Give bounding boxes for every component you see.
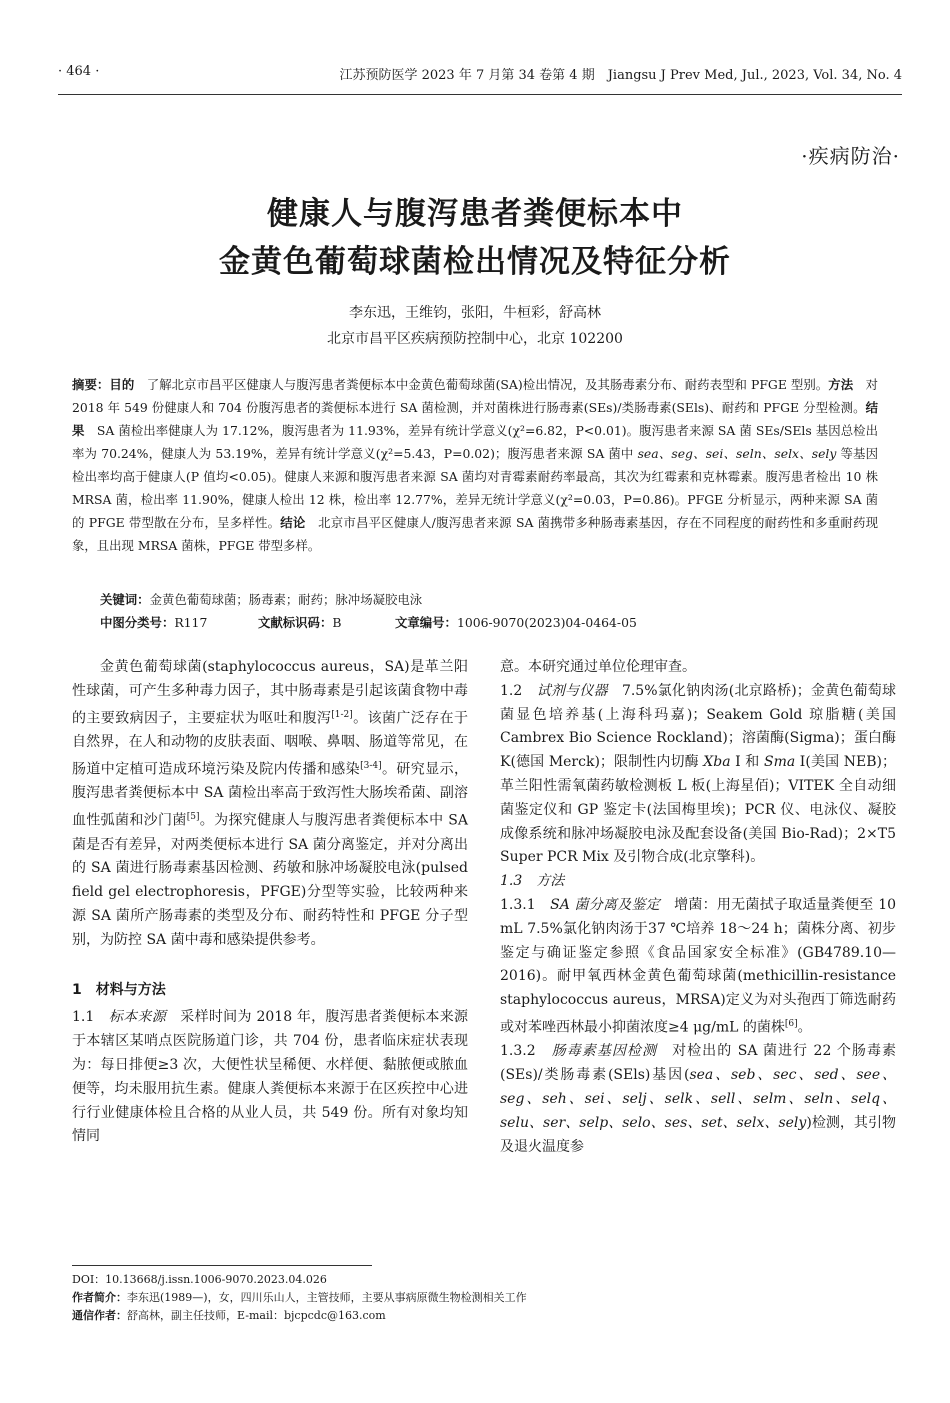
subsection-heading: 1.3 方法 (500, 873, 565, 890)
citation-ref: [5] (186, 812, 200, 823)
citation-ref: [3-4] (360, 760, 382, 771)
running-header (58, 64, 902, 86)
keywords-label: 关键词： (100, 592, 150, 607)
intro-text-a: 金黄色葡萄球菌(staphylococcus aureus，SA)是革兰阳性球菌，可产生多种毒力因子，其中肠毒素是引起该菌食物中毒的主要致病因子，主要症状为呕吐和腹泻 (72, 659, 468, 727)
keywords (100, 590, 422, 608)
affiliation: 北京市昌平区疾病预防控制中心，北京 102200 (327, 331, 623, 347)
clc-code (100, 613, 207, 631)
subsection-number: 1.3.2 (500, 1043, 552, 1060)
author-note-text: 李东迅(1989—)，女，四川乐山人，主管技师，主要从事病原微生物检测相关工作 (127, 1291, 527, 1304)
doc-code (258, 613, 341, 631)
enzyme-name: Sma (764, 754, 796, 771)
corresponding-text: 舒高林，副主任技师，E-mail：bjcpcdc@163.com (127, 1309, 386, 1322)
intro-text-b: 。该菌广泛存在于自然界，在人和动物的皮肤表面、咽喉、鼻咽、肠道等常见，在肠道中定植可造成环境污染及院内传播和感染 (72, 710, 469, 778)
keywords-text: 金黄色葡萄球菌；肠毒素；耐药；脉冲场凝胶电泳 (149, 592, 423, 607)
subsection-title: 标本来源 (108, 1009, 166, 1026)
article-number (395, 613, 637, 631)
intro-text-d: 。为探究健康人与腹泻患者粪便标本中 SA 菌是否有差异，对两类便标本进行 SA 菌分离鉴定，并对分离出的 SA 菌进行肠毒素基因检测、药敏和脉冲场凝胶电泳(pulsed field gel electrophoresis，PFGE)分型等实验，比较两种来源 SA 菌所产肠毒素的类型及分布、耐药特性和 PFGE 分子型别，为防控 SA 菌中毒和感染提供参考。 (72, 812, 469, 948)
subsection-text: 采样时间为 2018 年，腹泻患者粪便标本来源于本辖区某哨点医院肠道门诊，共 704 份，患者临床症状表现为：每日排便≥3 次，大便性状呈稀便、水样便、黏脓便或脓血便等，均未服用抗生素。健康人粪便标本来源于在区疾控中心进行行业健康体检且合格的从业人员，共 549 份。所有对象均知情同 (72, 1009, 469, 1145)
subsection-title: 肠毒素基因检测 (551, 1043, 658, 1060)
subsection-title: 试剂与仪器 (536, 682, 608, 699)
methods-label: 方法 (828, 377, 854, 392)
page-number: · 464 · (58, 64, 100, 79)
header-rule (58, 94, 902, 95)
section-heading: 1 材料与方法 (72, 981, 166, 998)
continued-text: 意。本研究通过单位伦理审查。 (500, 659, 696, 675)
body-column-right (500, 656, 896, 1159)
subsection-text: Ⅰ(美国 NEB)；革兰阳性需氧菌药敏检测板 L 板(上海星佰)；VITEK 全自动细菌鉴定仪和 GP 鉴定卡(法国梅里埃)；PCR 仪、电泳仪、凝胶成像系统和脉冲场凝胶电泳及配套设备(美国 Bio-Rad)；2×T5 Super PCR Mix 及引物合成(北京擎科)。 (500, 754, 896, 866)
doi-line: DOI：10.13668/j.issn.1006-9070.2023.04.026 (72, 1273, 327, 1286)
author-note (72, 1290, 527, 1306)
conclusion-label: 结论 (280, 515, 306, 530)
citation-ref: [6] (784, 1018, 798, 1029)
results-genes: sea、seg、sei、seln、selx、sely (637, 446, 837, 461)
article-number-value: 1006-9070(2023)04-0464-05 (456, 615, 637, 630)
conclusion-text: 北京市昌平区健康人/腹泻患者来源 SA 菌携带多种肠毒素基因，存在不同程度的耐药性和多重耐药现象，且出现 MRSA 菌株，PFGE 带型多样。 (72, 515, 879, 553)
article-number-label: 文章编号： (395, 615, 457, 630)
journal-info: 江苏预防医学 2023 年 7 月第 34 卷第 4 期 Jiangsu J Prev Med, Jul., 2023, Vol. 34, No. 4 (339, 68, 902, 83)
subsection-1-2 (500, 680, 896, 870)
corresponding-label: 通信作者： (72, 1309, 127, 1322)
subsection-text: 7.5%氯化钠肉汤(北京路桥)；金黄色葡萄球菌显色培养基(上海科玛嘉)；Seakem Gold 琼脂糖(美国 Cambrex Bio Science Rockland)；溶菌酶(Sigma)；蛋白酶 K(德国 Merck)；限制性内切酶 (500, 682, 896, 771)
subsection-number: 1.3.1 (500, 896, 551, 913)
purpose-text: 了解北京市昌平区健康人与腹泻患者粪便标本中金黄色葡萄球菌(SA)检出情况，及其肠毒素分布、耐药表型和 PFGE 型别。 (134, 377, 829, 392)
gene-list: sea、seb、sec、sed、see、seg、seh、sei、selj、selk、sell、selm、seln、selq、selu、ser、selp、selo、ses、set、selx、sely (500, 1067, 896, 1131)
clc-value: R117 (174, 615, 208, 630)
intro-paragraph (72, 656, 468, 953)
citation-ref: [1-2] (331, 709, 353, 720)
subsection-text: 对检出的 SA 菌进行 22 个肠毒素(SEs)/类肠毒素(SEls)基因( (500, 1043, 897, 1084)
footnote-rule (72, 1265, 372, 1266)
subsection-number: 1.1 (72, 1009, 109, 1026)
author-list: 李东迅，王维钧，张阳，牛桓彩，舒高林 (349, 305, 601, 321)
title-line-1: 健康人与腹泻患者粪便标本中 (267, 196, 683, 232)
intro-text-c: 。研究显示，腹泻患者粪便标本中 SA 菌检出率高于致泻性大肠埃希菌、副溶血性弧菌和沙门菌 (72, 761, 469, 829)
subsection-text: )检测，其引物及退火温度参 (500, 1114, 896, 1155)
purpose-label: 目的 (109, 377, 135, 392)
abstract (72, 373, 878, 557)
doc-value: B (332, 615, 342, 630)
results-text-b: 等基因检出率均高于健康人(P 值均<0.05)。健康人来源和腹泻患者来源 SA 菌均对青霉素耐药率最高，其次为红霉素和克林霉素。腹泻患者检出 10 株 MRSA 菌，检出率 11.90%，健康人检出 12 株，检出率 12.77%，差异无统计学意义(χ²=0.03，P=0.86)。PFGE 分析显示，两种来源 SA 菌的 PFGE 带型散在分布，呈多样性。 (72, 446, 878, 530)
subsection-1-3-2 (500, 1040, 896, 1159)
subsection-1-3-1 (500, 894, 896, 1040)
subsection-number: 1.2 (500, 682, 537, 699)
subsection-text: Ⅰ 和 (730, 754, 764, 771)
subsection-1-1 (72, 1006, 468, 1149)
article-title (0, 190, 950, 286)
subsection-title: SA 菌分离及鉴定 (550, 896, 660, 913)
methods-text: 对 2018 年 549 份健康人和 704 份腹泻患者的粪便标本进行 SA 菌检测，并对菌株进行肠毒素(SEs)/类肠毒素(SEls)、耐药和 PFGE 分型检测。 (72, 377, 879, 415)
corresponding-author (72, 1308, 386, 1324)
subsection-text: 增菌：用无菌拭子取适量粪便至 10 mL 7.5%氯化钠肉汤于37 ℃培养 18～24 h；菌株分离、初步鉴定与确证鉴定参照《食品国家安全标准》(GB4789.10—2016)。耐甲氧西林金黄色葡萄球菌(methicillin-resistance staphylococcus aureus，MRSA)定义为对头孢西丁筛选耐药或对苯唑西林最小抑菌浓度≥4 μg/mL 的菌株 (500, 896, 897, 1036)
clc-label: 中图分类号： (100, 615, 175, 630)
results-text-a: SA 菌检出率健康人为 17.12%，腹泻患者为 11.93%，差异有统计学意义(χ²=6.82，P<0.01)。腹泻患者来源 SA 菌 SEs/SEls 基因总检出率为 70.24%，健康人为 53.19%，差异有统计学意义(χ²=5.43，P=0.02)；腹泻患者来源 SA 菌中 (72, 423, 879, 461)
subsection-text: 。 (797, 1019, 812, 1036)
author-note-label: 作者简介： (72, 1291, 127, 1304)
section-tag: ·疾病防治· (801, 144, 900, 168)
doc-label: 文献标识码： (258, 615, 333, 630)
abstract-label: 摘要： (72, 377, 110, 392)
enzyme-name: Xba (703, 754, 731, 771)
title-line-2: 金黄色葡萄球菌检出情况及特征分析 (219, 244, 731, 280)
results-label: 结果 (72, 400, 878, 438)
body-column-left (72, 656, 468, 1149)
